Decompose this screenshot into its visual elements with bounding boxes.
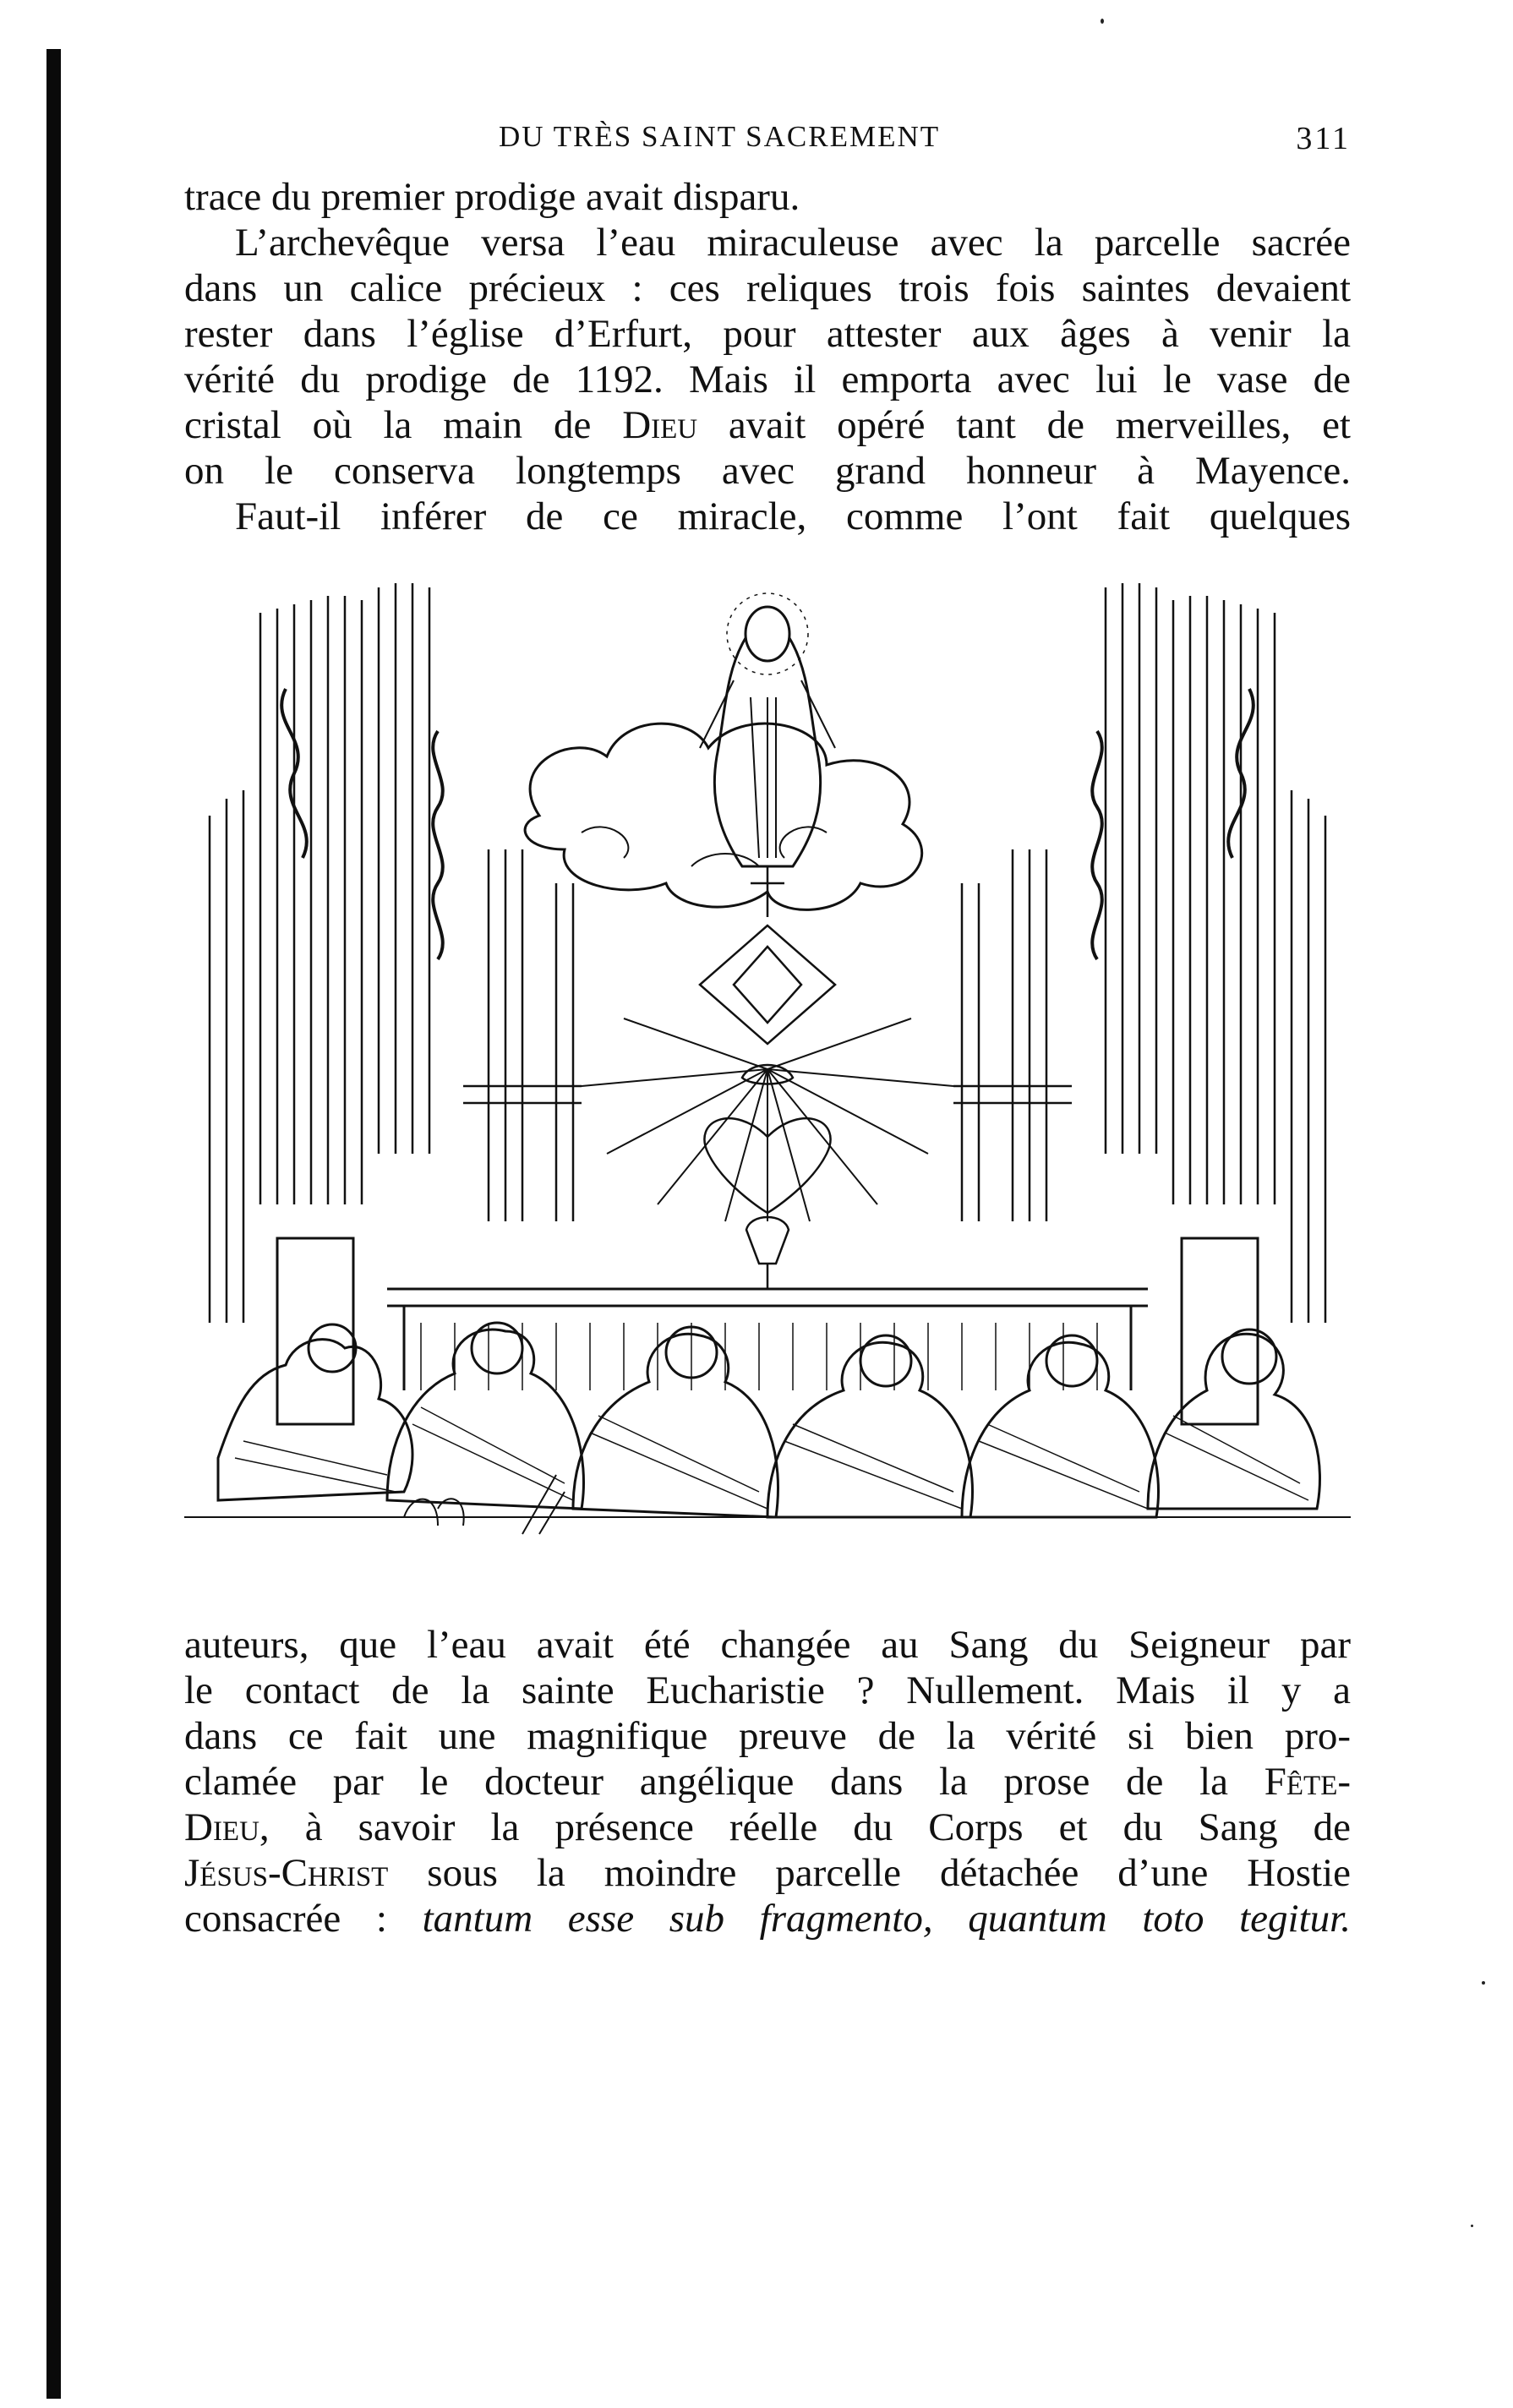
small-caps-word: Jésus-Christ — [184, 1851, 389, 1895]
small-caps-word: Dieu — [622, 403, 698, 447]
virgin-figure — [700, 593, 835, 866]
small-caps-word: Fête- — [1264, 1760, 1351, 1804]
speck — [1471, 2225, 1473, 2227]
cloud-glory — [525, 723, 922, 909]
speck — [1101, 19, 1104, 24]
text-fragment: consacrée : — [184, 1897, 423, 1941]
text-fragment: , à savoir la présence réelle du Corps et du Sang de — [259, 1805, 1351, 1849]
text-line: dans ce fait une magnifique preuve de la vérité si bien pro- — [184, 1714, 1351, 1758]
text-line: rester dans l’église d’Erfurt, pour attester aux âges à venir la — [184, 312, 1351, 356]
text-line — [184, 1759, 1351, 1805]
text-line: le contact de la sainte Eucharistie ? Nullement. Mais il y a — [184, 1668, 1351, 1712]
text-line: Faut-il inférer de ce miracle, comme l’ont fait quelques — [235, 494, 1351, 538]
running-title: DU TRÈS SAINT SACREMENT — [499, 120, 941, 153]
text-line — [184, 1850, 1351, 1896]
kneeling-crowd — [184, 1323, 1351, 1534]
latin-quotation: tantum esse sub fragmento, quantum toto tegitur. — [422, 1897, 1351, 1941]
engraving-image — [184, 562, 1351, 1543]
text-fragment: avait opéré tant de merveilles, et — [697, 403, 1351, 447]
altar-engraving — [184, 562, 1351, 1543]
text-line: auteurs, que l’eau avait été changée au Sang du Seigneur par — [184, 1623, 1351, 1667]
text-line: vérité du prodige de 1192. Mais il emporta avec lui le vase de — [184, 358, 1351, 401]
book-spine-shadow — [46, 49, 61, 2399]
text-fragment: cristal où la main de — [184, 403, 623, 447]
text-line — [184, 1805, 1351, 1850]
text-line: L’archevêque versa l’eau miraculeuse avec la parcelle sacrée — [235, 221, 1351, 265]
top-paragraphs — [184, 174, 1351, 539]
small-caps-word: Dieu — [184, 1805, 259, 1849]
text-fragment: sous la moindre parcelle détachée d’une Hostie — [388, 1851, 1351, 1895]
text-line: dans un calice précieux : ces reliques trois fois saintes devaient — [184, 266, 1351, 310]
text-line — [184, 402, 1351, 448]
text-fragment: clamée par le docteur angélique dans la prose de la — [184, 1760, 1264, 1804]
right-columns — [1092, 583, 1325, 1323]
left-columns — [210, 583, 443, 1323]
text-line — [184, 1896, 1351, 1941]
text-line: trace du premier prodige avait disparu. — [184, 175, 800, 219]
page-number: 311 — [1296, 121, 1351, 156]
altar-reredos — [463, 849, 1072, 1289]
page-header — [184, 120, 1351, 162]
bottom-paragraph — [184, 1622, 1351, 1941]
text-line: on le conserva longtemps avec grand honneur à Mayence. — [184, 449, 1351, 493]
speck — [1482, 1981, 1485, 1985]
